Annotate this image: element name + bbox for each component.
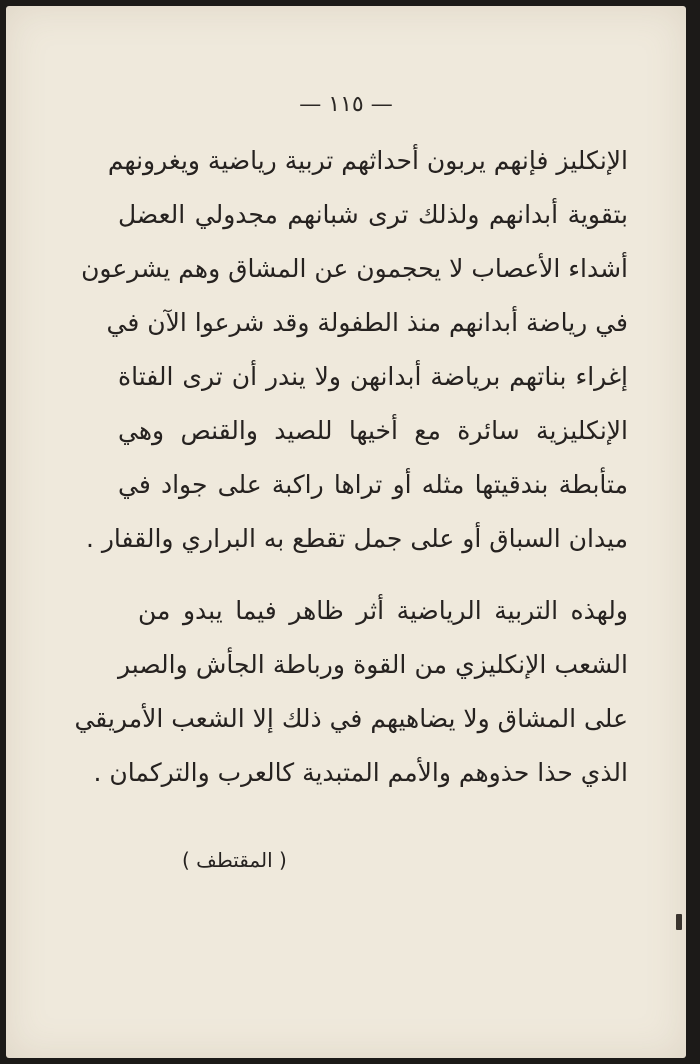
page-number: — ١١٥ — bbox=[299, 92, 393, 117]
book-page bbox=[6, 6, 686, 1058]
text-line: في رياضة أبدانهم منذ الطفولة وقد شرعوا الآن في bbox=[106, 308, 628, 337]
text-line: بتقوية أبدانهم ولذلك ترى شبانهم مجدولي العضل bbox=[118, 200, 628, 229]
text-line: أشداء الأعصاب لا يحجمون عن المشاق وهم يشرعون bbox=[81, 254, 628, 283]
text-line: إغراء بناتهم برياضة أبدانهن ولا يندر أن ترى الفتاة bbox=[118, 362, 628, 391]
text-line: متأبطة بندقيتها مثله أو تراها راكبة على جواد في bbox=[118, 470, 628, 499]
text-line: الإنكليز فإنهم يربون أحداثهم تربية رياضية ويغرونهم bbox=[107, 146, 628, 175]
text-line: ميدان السباق أو على جمل تقطع به البراري والقفار . bbox=[85, 524, 628, 553]
text-line: الذي حذا حذوهم والأمم المتبدية كالعرب والتركمان . bbox=[93, 758, 628, 787]
text-line: الإنكليزية سائرة مع أخيها للصيد والقنص وهي bbox=[118, 416, 628, 445]
source-citation: ( المقتطف ) bbox=[182, 848, 287, 872]
text-line: على المشاق ولا يضاهيهم في ذلك إلا الشعب الأمريقي bbox=[74, 704, 628, 733]
text-line: ولهذه التربية الرياضية أثر ظاهر فيما يبدو من bbox=[138, 596, 628, 625]
text-line: الشعب الإنكليزي من القوة ورباطة الجأش والصبر bbox=[118, 650, 628, 679]
page-edge-tab bbox=[676, 914, 682, 930]
